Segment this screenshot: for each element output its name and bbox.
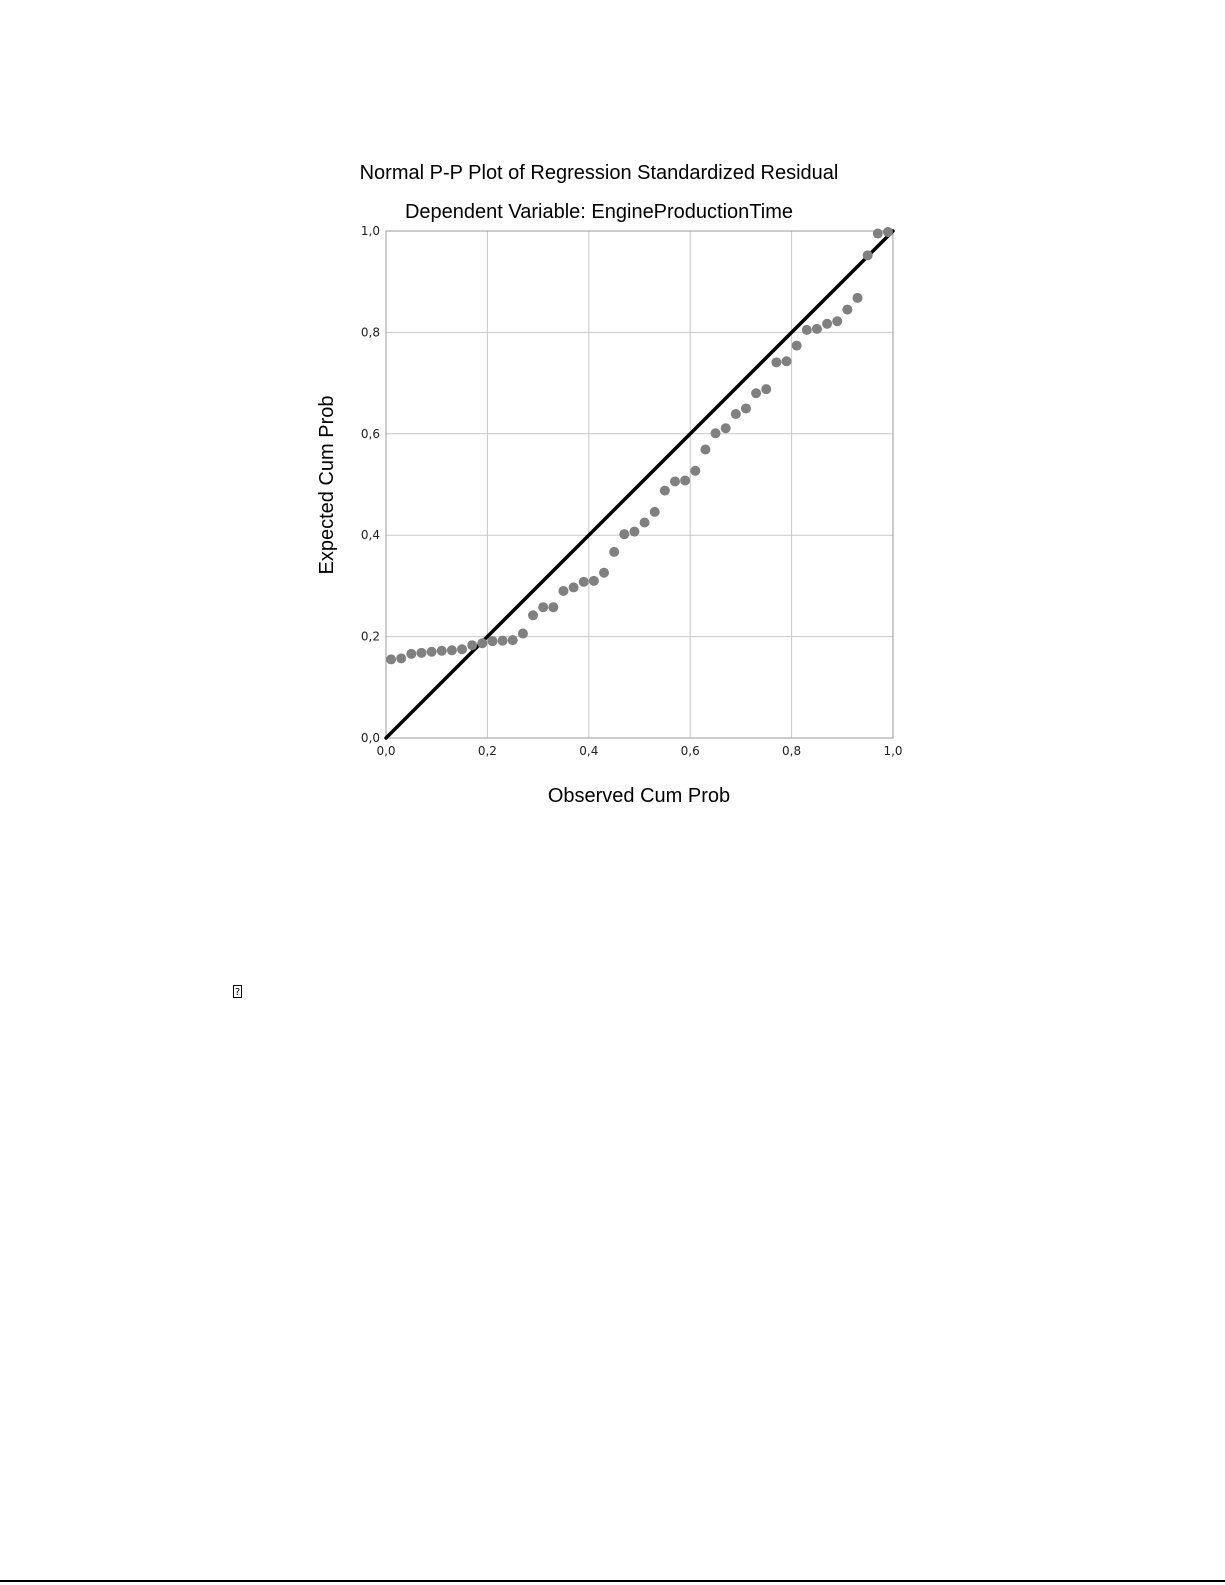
data-point-40 — [792, 341, 802, 351]
data-point-32 — [711, 428, 721, 438]
data-point-11 — [498, 636, 508, 646]
chart-title: Normal P-P Plot of Regression Standardized Residual — [359, 162, 839, 184]
x-tick-label-2: 0,4 — [579, 744, 599, 758]
data-point-41 — [802, 325, 812, 335]
missing-glyph-icon: ? — [234, 987, 241, 998]
data-point-43 — [822, 319, 832, 329]
data-point-7 — [457, 644, 467, 654]
data-point-38 — [771, 357, 781, 367]
chart-panel — [262, 142, 952, 832]
data-point-36 — [751, 388, 761, 398]
x-tick-label-5: 1,0 — [883, 744, 903, 758]
data-point-12 — [508, 635, 518, 645]
data-point-0 — [386, 654, 396, 664]
data-point-8 — [467, 640, 477, 650]
x-tick-label-4: 0,8 — [782, 744, 802, 758]
data-points — [386, 227, 893, 664]
data-point-39 — [782, 356, 792, 366]
data-point-17 — [558, 586, 568, 596]
data-point-9 — [477, 638, 487, 648]
x-tick-label-0: 0,0 — [376, 744, 396, 758]
data-point-48 — [873, 229, 883, 239]
x-axis-title: Observed Cum Prob — [547, 785, 731, 807]
data-point-24 — [629, 527, 639, 537]
chart-subtitle: Dependent Variable: EngineProductionTime — [404, 201, 794, 223]
y-tick-label-5: 1,0 — [360, 224, 380, 238]
y-tick-label-4: 0,8 — [360, 325, 380, 340]
y-tick-label-0: 0,0 — [360, 731, 380, 745]
data-point-3 — [416, 648, 426, 658]
data-point-34 — [731, 409, 741, 419]
data-point-6 — [447, 645, 457, 655]
data-point-31 — [700, 445, 710, 455]
data-point-29 — [680, 475, 690, 485]
data-point-22 — [609, 547, 619, 557]
y-tick-label-3: 0,6 — [360, 426, 380, 441]
data-point-15 — [538, 602, 548, 612]
data-point-1 — [396, 653, 406, 663]
data-point-42 — [812, 324, 822, 334]
data-point-21 — [599, 568, 609, 578]
y-tick-label-1: 0,2 — [360, 629, 380, 644]
data-point-2 — [406, 649, 416, 659]
data-point-47 — [863, 250, 873, 260]
data-point-44 — [832, 316, 842, 326]
data-point-4 — [427, 647, 437, 657]
data-point-46 — [853, 293, 863, 303]
data-point-19 — [579, 577, 589, 587]
data-point-30 — [690, 466, 700, 476]
data-point-10 — [487, 636, 497, 646]
pp-plot-svg — [262, 142, 952, 832]
data-point-37 — [761, 384, 771, 394]
data-point-20 — [589, 576, 599, 586]
x-tick-label-1: 0,2 — [477, 744, 497, 758]
data-point-25 — [640, 518, 650, 528]
data-point-45 — [842, 305, 852, 315]
data-point-13 — [518, 629, 528, 639]
data-point-49 — [883, 227, 893, 237]
reference-line — [386, 231, 893, 738]
data-point-18 — [569, 582, 579, 592]
reference-line-group — [386, 231, 893, 738]
y-axis-title: Expected Cum Prob — [316, 395, 338, 575]
x-tick-label-3: 0,6 — [680, 744, 700, 758]
data-point-16 — [548, 602, 558, 612]
data-point-23 — [619, 529, 629, 539]
data-point-33 — [721, 423, 731, 433]
data-point-35 — [741, 403, 751, 413]
page-bottom-rule — [0, 1580, 1225, 1582]
data-point-26 — [650, 507, 660, 517]
data-point-27 — [660, 486, 670, 496]
data-point-28 — [670, 476, 680, 486]
data-point-14 — [528, 610, 538, 620]
data-point-5 — [437, 646, 447, 656]
y-tick-label-2: 0,4 — [360, 528, 380, 543]
